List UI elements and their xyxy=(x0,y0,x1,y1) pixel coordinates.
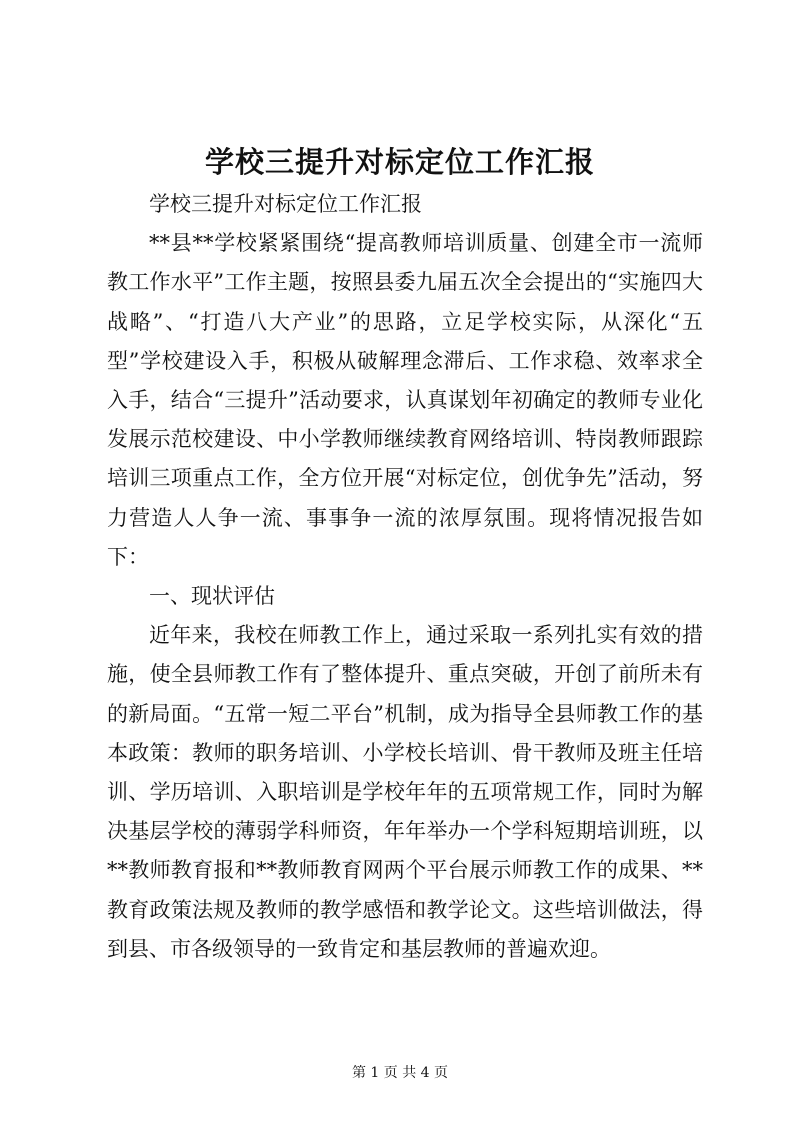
section-heading: 一、现状评估 xyxy=(149,584,275,609)
page-number-footer: 第 1 页 共 4 页 xyxy=(351,1065,449,1081)
status-paragraph: 近年来，我校在师教工作上，通过采取一系列扎实有效的措施，使全县师教工作有了整体提升、重点突破，开创了前所未有的新局面。“五常一短二平台”机制，成为指导全县师教工作的基本政策：教师的职务培训、小学校长培训、骨干教师及班主任培训、学历培训、入职培训是学校年年的五项常规工作，同时为解决基层学校的薄弱学科师资，年年举办一个学科短期培训班，以**教师教育报和**教师教育网两个平台展示师教工作的成果、**教育政策法规及教师的教学感悟和教学论文。这些培训做法，得到县、市各级领导的一致肯定和基层教师的普遍欢迎。 xyxy=(107,623,703,961)
document-body xyxy=(107,185,703,969)
subtitle-paragraph: 学校三提升对标定位工作汇报 xyxy=(149,192,422,216)
intro-paragraph: **县**学校紧紧围绕“提高教师培训质量、创建全市一流师教工作水平”工作主题，按照县委九届五次全会提出的“实施四大战略”、“打造八大产业”的思路，立足学校实际，从深化“五型”学校建设入手，积极从破解理念滞后、工作求稳、效率求全入手，结合“三提升”活动要求，认真谋划年初确定的教师专业化发展示范校建设、中小学教师继续教育网络培训、特岗教师跟踪培训三项重点工作，全方位开展“对标定位，创优争先”活动，努力营造人人争一流、事事争一流的浓厚氛围。现将情况报告如下： xyxy=(107,231,703,569)
document-title: 学校三提升对标定位工作汇报 xyxy=(204,145,595,179)
